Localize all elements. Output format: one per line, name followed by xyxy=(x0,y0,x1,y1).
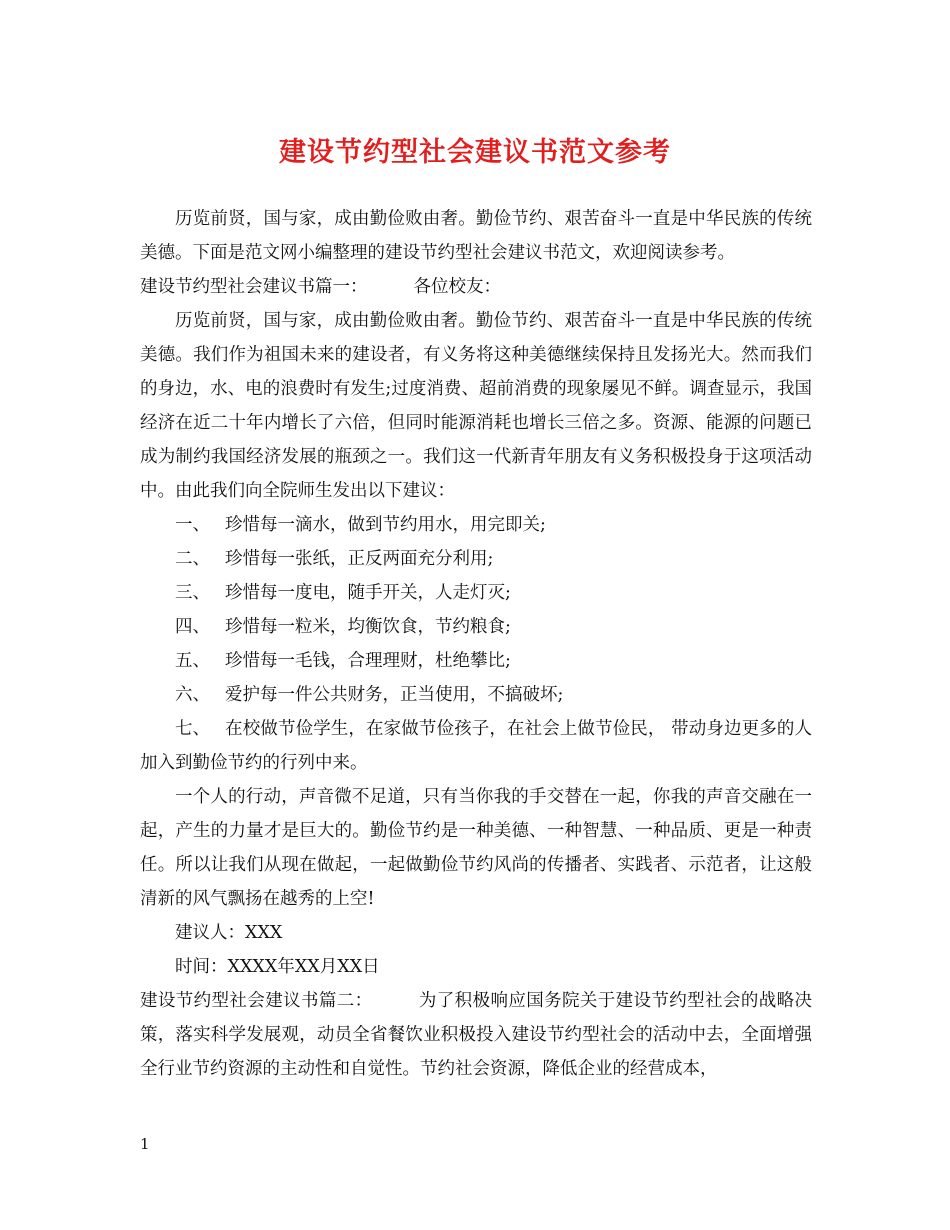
intro-paragraph: 历览前贤，国与家，成由勤俭败由奢。勤俭节约、艰苦奋斗一直是中华民族的传统美德。下面是范文网小编整理的建设节约型社会建议书范文，欢迎阅读参考。 xyxy=(140,209,812,263)
list-item-text: 爱护每一件公共财务，正当使用，不搞破坏; xyxy=(225,685,564,705)
list-item-number: 七、 xyxy=(175,719,210,739)
document-title: 建设节约型社会建议书范文参考 xyxy=(279,137,671,168)
list-item-number: 二、 xyxy=(175,549,210,569)
list-item-number: 四、 xyxy=(175,617,210,637)
list-item-text: 珍惜每一粒米，均衡饮食，节约粮食; xyxy=(225,617,511,637)
part2-paragraph xyxy=(140,984,812,1086)
list-item-last xyxy=(140,712,812,780)
list-item xyxy=(140,644,812,678)
list-item xyxy=(140,508,812,542)
list-item-text: 珍惜每一毛钱，合理理财，杜绝攀比; xyxy=(225,651,511,671)
document-body xyxy=(140,202,812,1086)
list-item-text: 珍惜每一张纸，正反两面充分利用; xyxy=(225,549,494,569)
list-item xyxy=(140,542,812,576)
part1-heading-line xyxy=(140,270,812,304)
list-item xyxy=(140,678,812,712)
part1-salutation: 各位校友： xyxy=(413,277,501,297)
date-line: 时间：XXXX年XX月XX日 xyxy=(175,957,380,977)
list-item xyxy=(140,610,812,644)
list-item-number: 五、 xyxy=(175,651,210,671)
part1-heading: 建设节约型社会建议书篇一： xyxy=(140,277,368,297)
list-item-text: 珍惜每一度电，随手开关，人走灯灭; xyxy=(225,583,511,603)
part2-heading: 建设节约型社会建议书篇二： xyxy=(140,991,373,1011)
list-item-number: 六、 xyxy=(175,685,210,705)
part1-paragraph-1: 历览前贤，国与家，成由勤俭败由奢。勤俭节约、艰苦奋斗一直是中华民族的传统美德。我们作为祖国未来的建设者，有义务将这种美德继续保持且发扬光大。然而我们的身边，水、电的浪费时有发生;过度消费、超前消费的现象屡见不鲜。调查显示，我国经济在近二十年内增长了六倍，但同时能源消耗也增长三倍之多。资源、能源的问题已成为制约我国经济发展的瓶颈之一。我们这一代新青年朋友有义务积极投身于这项活动中。由此我们向全院师生发出以下建议： xyxy=(140,311,812,501)
page-number: 1 xyxy=(140,1135,150,1153)
list-item-number: 一、 xyxy=(175,515,210,535)
signer-line: 建议人：XXX xyxy=(175,923,283,943)
list-item-text: 珍惜每一滴水，做到节约用水，用完即关; xyxy=(225,515,546,535)
list-item xyxy=(140,576,812,610)
list-item-number: 三、 xyxy=(175,583,210,603)
part1-paragraph-2: 一个人的行动，声音微不足道，只有当你我的手交替在一起，你我的声音交融在一起，产生的力量才是巨大的。勤俭节约是一种美德、一种智慧、一种品质、更是一种责任。所以让我们从现在做起，一起做勤俭节约风尚的传播者、实践者、示范者，让这般清新的风气飘扬在越秀的上空! xyxy=(140,787,812,909)
part2-text: 为了积极响应国务院关于建设节约型社会的战略决策，落实科学发展观，动员全省餐饮业积极投入建设节约型社会的活动中去，全面增强全行业节约资源的主动性和自觉性。节约社会资源，降低企业的经营成本， xyxy=(140,991,812,1079)
list-item-text: 在校做节俭学生，在家做节俭孩子，在社会上做节俭民， 带动身边更多的人加入到勤俭节约的行列中来。 xyxy=(140,719,812,773)
